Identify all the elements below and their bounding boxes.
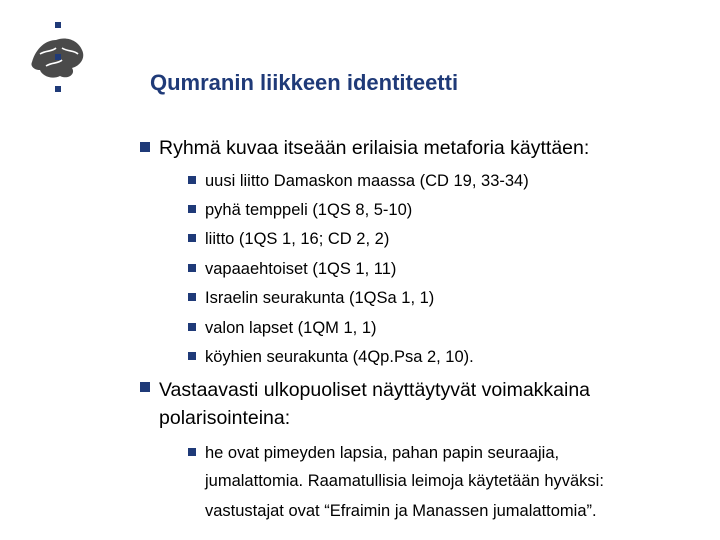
bullet-text-line: polarisointeina: <box>159 407 291 429</box>
bullet-square-icon <box>188 448 196 456</box>
bullet-square-icon <box>188 264 196 272</box>
sub-bullet-text <box>205 466 604 526</box>
sub-bullet <box>188 317 377 339</box>
sub-bullet-text: valon lapset (1QM 1, 1) <box>205 319 377 337</box>
sub-bullet-text: liitto (1QS 1, 16; CD 2, 2) <box>205 230 390 248</box>
sub-bullet-text: pyhä temppeli (1QS 8, 5-10) <box>205 201 413 219</box>
sub-bullet-text: köyhien seurakunta (4Qp.Psa 2, 10). <box>205 348 474 366</box>
sub-bullet-text-line: jumalattomia. Raamatullisia leimoja käytetään hyväksi: <box>205 472 604 490</box>
sub-bullet <box>188 287 434 309</box>
bullet-square-icon <box>140 142 150 152</box>
sub-bullet-text: Israelin seurakunta (1QSa 1, 1) <box>205 289 435 307</box>
bullet-square-icon <box>188 205 196 213</box>
sub-bullet-continuation <box>205 466 604 526</box>
bullet-text-line: Vastaavasti ulkopuoliset näyttäytyvät voimakkaina <box>159 379 591 401</box>
sub-bullet-text-line: he ovat pimeyden lapsia, pahan papin seuraajia, <box>205 444 560 462</box>
sub-bullet <box>188 258 396 280</box>
main-bullet <box>140 376 590 432</box>
main-bullet <box>140 136 589 161</box>
bullet-text: Ryhmä kuvaa itseään erilaisia metaforia käyttäen: <box>159 137 590 159</box>
sub-bullet-text: uusi liitto Damaskon maassa (CD 19, 33-34) <box>205 172 529 190</box>
sub-bullet <box>188 228 389 250</box>
bullet-text <box>159 376 590 432</box>
bullet-square-icon <box>188 352 196 360</box>
sub-bullet <box>188 438 559 468</box>
slide-title: Qumranin liikkeen identiteetti <box>150 70 459 95</box>
bullet-square-icon <box>188 323 196 331</box>
sub-bullet <box>188 199 412 221</box>
university-logo-icon <box>22 18 92 98</box>
bullet-square-icon <box>140 382 150 392</box>
bullet-square-icon <box>188 176 196 184</box>
bullet-square-icon <box>188 234 196 242</box>
sub-bullet-text: vapaaehtoiset (1QS 1, 11) <box>205 260 397 278</box>
bullet-square-icon <box>188 293 196 301</box>
sub-bullet <box>188 170 529 192</box>
sub-bullet-text-line: vastustajat ovat “Efraimin ja Manassen jumalattomia”. <box>205 502 597 520</box>
sub-bullet-text <box>205 438 559 468</box>
sub-bullet <box>188 346 474 368</box>
